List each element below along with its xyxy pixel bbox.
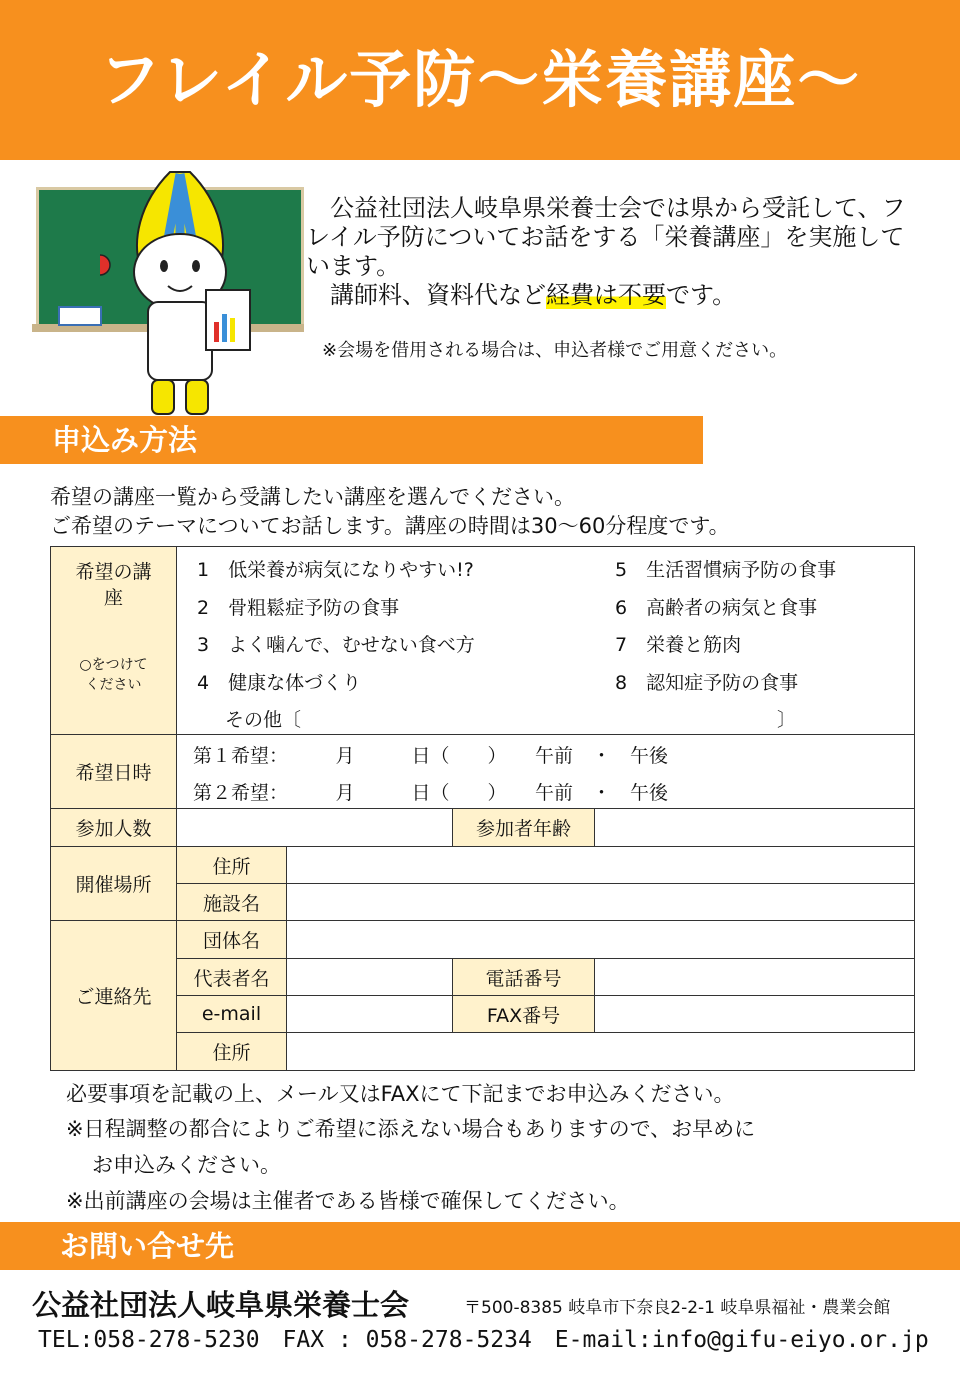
date-header: 希望日時	[51, 735, 177, 809]
course-option-3[interactable]: 3 よく噛んで、むせない食べ方	[197, 634, 475, 656]
note-venue: ※出前講座の会場は主催者である皆様で確保してください。	[66, 1189, 630, 1213]
venue-label: 開催場所	[51, 847, 177, 921]
course-option-other[interactable]: その他〔	[225, 709, 302, 731]
page-title: フレイル予防～栄養講座～	[98, 43, 862, 116]
org-address: 〒500-8385 岐阜市下奈良2-2-1 岐阜県福祉・農業会館	[464, 1298, 891, 1318]
course-option-5[interactable]: 5 生活習慣病予防の食事	[615, 559, 837, 581]
note-schedule: ※日程調整の都合によりご希望に添えない場合もありますので、お早めに	[66, 1117, 756, 1141]
venue-facility-label: 施設名	[177, 884, 287, 921]
participants-field[interactable]	[177, 809, 453, 847]
course-option-4[interactable]: 4 健康な体づくり	[197, 672, 362, 694]
course-option-2[interactable]: 2 骨粗鬆症予防の食事	[197, 597, 400, 619]
course-options-cell	[177, 547, 915, 735]
intro-paragraph: 公益社団法人岐阜県栄養士会では県から受託して、フレイル予防についてお話をする「栄養講座」を実施しています。	[306, 194, 906, 280]
date-choice-2[interactable]: 第２希望： 月 日（ ） 午前 ・ 午後	[193, 782, 669, 804]
fax-label: FAX番号	[453, 996, 595, 1033]
application-form	[50, 546, 915, 1071]
phone-label: 電話番号	[453, 959, 595, 996]
section-title-how: 申込み方法	[52, 423, 198, 457]
age-field[interactable]	[595, 809, 915, 847]
cost-highlight: 経費は不要	[546, 281, 666, 309]
age-label: 参加者年齢	[453, 809, 595, 847]
course-header-cell	[51, 547, 177, 735]
date-choice-1[interactable]: 第１希望： 月 日（ ） 午前 ・ 午後	[193, 745, 669, 767]
org-name: 公益社団法人岐阜県栄養士会	[32, 1288, 410, 1322]
contact-address-field[interactable]	[287, 1033, 915, 1071]
rep-name-field[interactable]	[287, 959, 453, 996]
participants-label: 参加人数	[51, 809, 177, 847]
course-note: ○をつけてください	[79, 657, 148, 693]
mascot-illustration	[100, 162, 300, 422]
venue-facility-field[interactable]	[287, 884, 915, 921]
phone-field[interactable]	[595, 959, 915, 996]
how-line-2: ご希望のテーマについてお話します。講座の時間は30～60分程度です。	[50, 514, 730, 538]
note-submit: 必要事項を記載の上、メール又はFAXにて下記までお申込みください。	[66, 1082, 735, 1106]
course-other-close: 〕	[777, 709, 797, 731]
venue-address-label: 住所	[177, 847, 287, 884]
date-cell	[177, 735, 915, 809]
contact-label: ご連絡先	[51, 921, 177, 1071]
fax-field[interactable]	[595, 996, 915, 1033]
contact-address-label: 住所	[177, 1033, 287, 1071]
course-option-6[interactable]: 6 高齢者の病気と食事	[615, 597, 818, 619]
cost-prefix: 講師料、資料代など	[306, 281, 546, 309]
course-option-8[interactable]: 8 認知症予防の食事	[615, 672, 799, 694]
contact-info[interactable]: TEL:058-278-5230 FAX : 058-278-5234 E-mail:info@gifu-eiyo.or.jp	[38, 1327, 929, 1353]
venue-address-field[interactable]	[287, 847, 915, 884]
course-header: 希望の講座	[75, 561, 152, 609]
email-label: e-mail	[177, 996, 287, 1033]
venue-note: ※会場を借用される場合は、申込者様でご用意ください。	[322, 340, 788, 361]
group-name-field[interactable]	[287, 921, 915, 959]
email-field[interactable]	[287, 996, 453, 1033]
how-line-1: 希望の講座一覧から受講したい講座を選んでください。	[50, 485, 575, 509]
eraser-icon	[58, 306, 102, 326]
cost-suffix: です。	[666, 281, 737, 309]
section-title-contact: お問い合せ先	[60, 1229, 235, 1263]
group-name-label: 団体名	[177, 921, 287, 959]
note-schedule-cont: お申込みください。	[92, 1153, 281, 1177]
intro-cost-line	[306, 281, 916, 310]
rep-name-label: 代表者名	[177, 959, 287, 996]
course-option-7[interactable]: 7 栄養と筋肉	[615, 634, 742, 656]
course-option-1[interactable]: 1 低栄養が病気になりやすい!?	[197, 559, 474, 581]
